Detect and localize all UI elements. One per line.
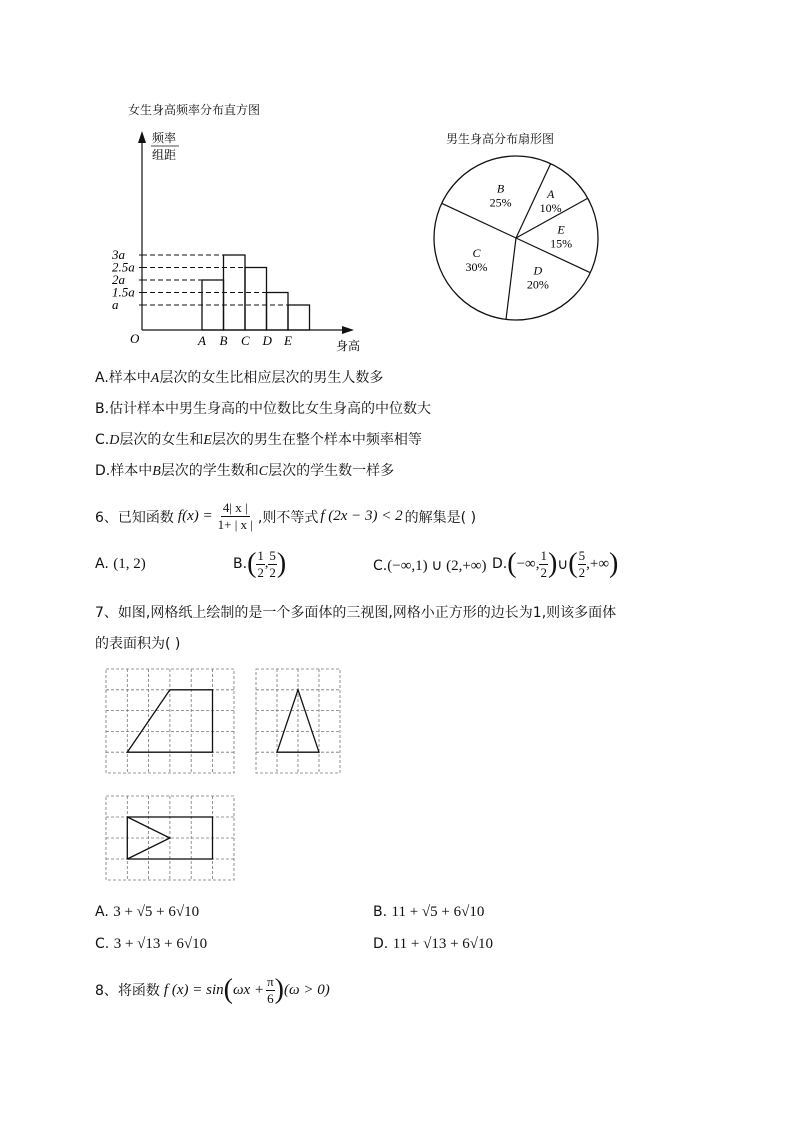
q7-stem-line2: 的表面积为( ) [95, 636, 181, 652]
q6-option-d: D. ( −∞, 1 2 ) ∪ ( 5 2 ,+∞ ) [492, 547, 619, 580]
origin-label: O [130, 331, 140, 346]
x-tick-label: E [284, 333, 292, 348]
q6-option-a: A. (1, 2) [95, 556, 146, 572]
q6-option-b: B. ( 1 2 , 5 2 ) [233, 547, 287, 580]
y-label-top: 频率 [152, 131, 177, 145]
y-tick-label: a [112, 297, 119, 312]
pie-slice-label: B [496, 181, 505, 196]
pie-slice-value: 10% [539, 200, 562, 215]
pie-divider [506, 238, 516, 319]
pie-slice-label: A [547, 186, 555, 201]
y-tick-label: 3a [112, 247, 125, 262]
bar-c [245, 268, 267, 331]
three-view-front [104, 667, 236, 775]
q5-option-a: A.样本中A层次的女生比相应层次的男生人数多 [95, 370, 384, 386]
pie-slice-value: 30% [465, 259, 488, 274]
pie-slice-label: E [557, 222, 565, 237]
histogram-chart [100, 125, 390, 360]
x-tick-label: C [241, 333, 250, 348]
q7-option-a: A. 3 + √5 + 6√10 [95, 904, 200, 920]
q7-stem-line1: 7、如图,网格纸上绘制的是一个多面体的三视图,网格小正方形的边长为1,则该多面体 [95, 605, 617, 621]
q5-option-c: C.D层次的女生和E层次的男生在整个样本中频率相等 [95, 432, 422, 448]
pie-chart [425, 152, 610, 327]
pie-title: 男生身高分布扇形图 [446, 132, 555, 146]
q8-stem: 8、 将函数 f (x) = sin ( ωx + $\frac{\pi}{6}$ ) (ω > 0) [95, 973, 330, 1006]
pie-slice-label: D [533, 263, 543, 278]
y-label-bottom: 组距 [152, 148, 177, 162]
x-tick-label: D [262, 333, 272, 348]
y-tick-label: 1.5a [112, 284, 135, 300]
bar-e [288, 305, 310, 330]
q6-stem: 6、 已知函数 f(x) = $\frac{4| x |}{1+ | x |}$ ,则不等式 f (2x − 3) < 2 的解集是( ) [95, 500, 477, 532]
three-view-top [104, 794, 236, 882]
pie-slice-value: 15% [550, 236, 573, 251]
bar-a [202, 280, 224, 330]
x-tick-label: B [219, 333, 228, 348]
q7-option-d: D. 11 + √13 + 6√10 [373, 936, 494, 952]
q7-option-c: C. 3 + √13 + 6√10 [95, 936, 208, 952]
y-tick-label: 2.5a [112, 259, 135, 275]
pie-slice-value: 25% [489, 195, 512, 210]
histogram-title: 女生身高频率分布直方图 [128, 103, 261, 117]
three-view-side [254, 667, 342, 775]
bar-d [267, 293, 289, 331]
x-tick-label: A [198, 333, 206, 348]
pie-slice-label: C [472, 245, 481, 260]
q6-fraction: $\frac{4| x |}{1+ | x |}$ [217, 500, 253, 532]
y-axis-arrow [138, 131, 146, 143]
x-axis-arrow [342, 326, 354, 334]
pie-slice-value: 20% [526, 277, 549, 292]
x-axis-label: 身高 [336, 339, 361, 353]
y-tick-label: 2a [112, 272, 125, 287]
q5-option-d: D.样本中B层次的学生数和C层次的学生数一样多 [95, 463, 395, 479]
q5-option-b: B.估计样本中男生身高的中位数比女生身高的中位数大 [95, 401, 432, 417]
q7-option-b: B. 11 + √5 + 6√10 [373, 904, 485, 920]
q6-option-c: C.(−∞,1) ∪ (2,+∞) [373, 558, 487, 574]
